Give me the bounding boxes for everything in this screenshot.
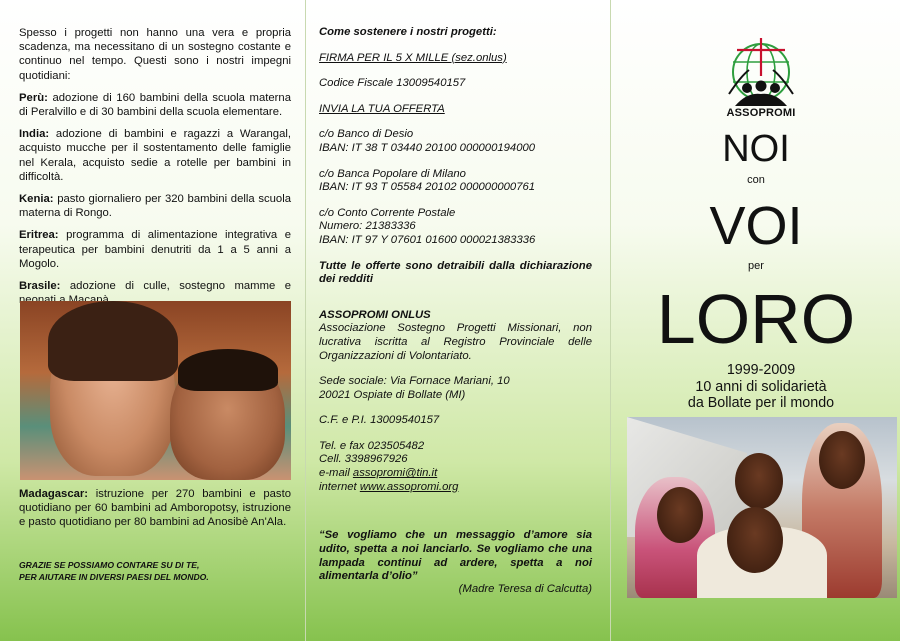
years-subtitle: da Bollate per il mondo xyxy=(687,395,835,411)
project-text: adozione di 160 bambini della scuola materna di Peralvillo e di 30 bambini della scuola elementare. xyxy=(19,91,291,119)
website-row xyxy=(319,481,592,495)
invia-offerta: INVIA LA TUA OFFERTA xyxy=(319,102,445,115)
project-india xyxy=(19,127,291,184)
website-link[interactable]: www.assopromi.org xyxy=(359,480,459,493)
postal-number: Numero: 21383336 xyxy=(319,220,416,233)
bank-iban: IBAN: IT 93 T 05584 20102 000000000761 xyxy=(319,181,536,194)
firma-link: FIRMA PER IL 5 X MILLE (sez.onlus) xyxy=(319,51,507,64)
title-loro: LORO xyxy=(656,280,856,358)
cell-phone: Cell. 3398967926 xyxy=(319,453,408,466)
project-text: adozione di bambini e ragazzi a Warangal, acquisto mucche per il sostentamento delle famiglie nel Kerala, acquisto sedie a rotelle per bambini in difficoltà. xyxy=(19,128,291,183)
panel-cover xyxy=(610,0,900,641)
intro-paragraph: Spesso i progetti non hanno una vera e propria scadenza, ma necessitano di un sostegno costante e continuo nel tempo. Questi sono i nostri impegni quotidiani: xyxy=(19,27,291,82)
country-label: India: xyxy=(19,128,50,141)
org-description: Associazione Sostegno Progetti Missionari, non lucrativa iscritta al Registro Provinciale delle Organizzazioni di Volontariato. xyxy=(319,322,592,362)
project-kenia xyxy=(19,192,291,220)
children-photo xyxy=(20,301,291,480)
address xyxy=(319,375,592,402)
address-line: Sede sociale: Via Fornace Mariani, 10 xyxy=(319,375,510,388)
bank-iban: IBAN: IT 38 T 03440 20100 000000194000 xyxy=(319,141,536,154)
phone-fax: Tel. e fax 023505482 xyxy=(319,439,425,452)
country-label: Brasile: xyxy=(19,280,61,293)
thanks-line: PER AIUTARE IN DIVERSI PAESI DEL MONDO. xyxy=(19,572,209,582)
panel-projects xyxy=(0,0,305,641)
girl-hair xyxy=(48,301,178,381)
child-face xyxy=(735,453,783,509)
title-voi: VOI xyxy=(709,196,803,256)
project-peru xyxy=(19,91,291,119)
tax-note: Tutte le offerte sono detraibili dalla dichiarazione dei redditi xyxy=(319,259,592,286)
years-subtitle: 10 anni di solidarietà xyxy=(695,378,827,395)
assopromi-logo xyxy=(716,36,806,122)
support-heading: Come sostenere i nostri progetti: xyxy=(319,26,497,38)
project-text: istruzione per 270 bambini e pasto quotidiano per 60 bambini ad Amboropotsy, istruzione e pasto quotidiano per 80 bambini ad Anosibè An'Ala. xyxy=(19,488,291,529)
project-text: adozione di culle, sostegno mamme e xyxy=(69,280,291,293)
project-eritrea xyxy=(19,228,291,271)
bank-popolare xyxy=(319,168,592,195)
contacts xyxy=(319,440,592,494)
country-label: Eritrea: xyxy=(19,229,59,242)
boy-hair xyxy=(178,349,278,391)
support-info xyxy=(319,26,592,494)
email-row xyxy=(319,467,592,481)
child-face xyxy=(819,431,865,489)
project-madagascar xyxy=(19,487,291,530)
bank-name: c/o Banco di Desio xyxy=(319,128,414,141)
postal-label: c/o Conto Corrente Postale xyxy=(319,206,456,219)
logo-name: ASSOPROMI xyxy=(726,107,796,119)
title-noi: NOI xyxy=(722,128,790,170)
org-name: ASSOPROMI ONLUS xyxy=(319,308,431,321)
quote-author: (Madre Teresa di Calcutta) xyxy=(458,583,592,595)
globe-cross-icon xyxy=(721,36,801,106)
thanks-message xyxy=(19,559,291,583)
email-link[interactable]: assopromi@tin.it xyxy=(352,467,438,480)
postal-account xyxy=(319,207,592,248)
project-text: programma di alimentazione integrativa e terapeutica per bambini denutriti da 1 a 5 anni a Mogolo. xyxy=(19,229,291,270)
country-label: Madagascar: xyxy=(19,488,89,500)
website-label: internet xyxy=(319,480,360,493)
title-con: con xyxy=(747,174,765,186)
bank-name: c/o Banca Popolare di Milano xyxy=(319,167,466,180)
cf-piva: C.F. e P.I. 13009540157 xyxy=(319,414,440,427)
email-label: e-mail xyxy=(319,467,353,480)
quote-text: “Se vogliamo che un messaggio d’amore sia udito, spetta a noi lanciarlo. Se vogliamo che una lampada continui ad ardere, spetta a noi alimentarla d’olio” xyxy=(319,529,592,583)
projects-text xyxy=(19,26,291,315)
child-face xyxy=(727,507,783,573)
postal-iban: IBAN: IT 97 Y 07601 01600 000021383336 xyxy=(319,233,536,246)
anniversary-text xyxy=(611,362,900,412)
country-label: Perù: xyxy=(19,91,48,104)
codice-fiscale: Codice Fiscale 13009540157 xyxy=(319,77,466,90)
title-per: per xyxy=(748,260,764,272)
child-face xyxy=(657,487,703,543)
thanks-line: GRAZIE SE POSSIAMO CONTARE SU DI TE, xyxy=(19,560,200,570)
panel-support xyxy=(305,0,610,641)
address-line: 20021 Ospiate di Bollate (MI) xyxy=(319,388,466,401)
country-label: Kenia: xyxy=(19,193,54,206)
african-children-photo xyxy=(627,417,897,598)
years-range: 1999-2009 xyxy=(726,362,796,378)
project-text: pasto giornaliero per 320 bambini della scuola materna di Rongo. xyxy=(19,193,291,220)
bank-desio xyxy=(319,128,592,155)
